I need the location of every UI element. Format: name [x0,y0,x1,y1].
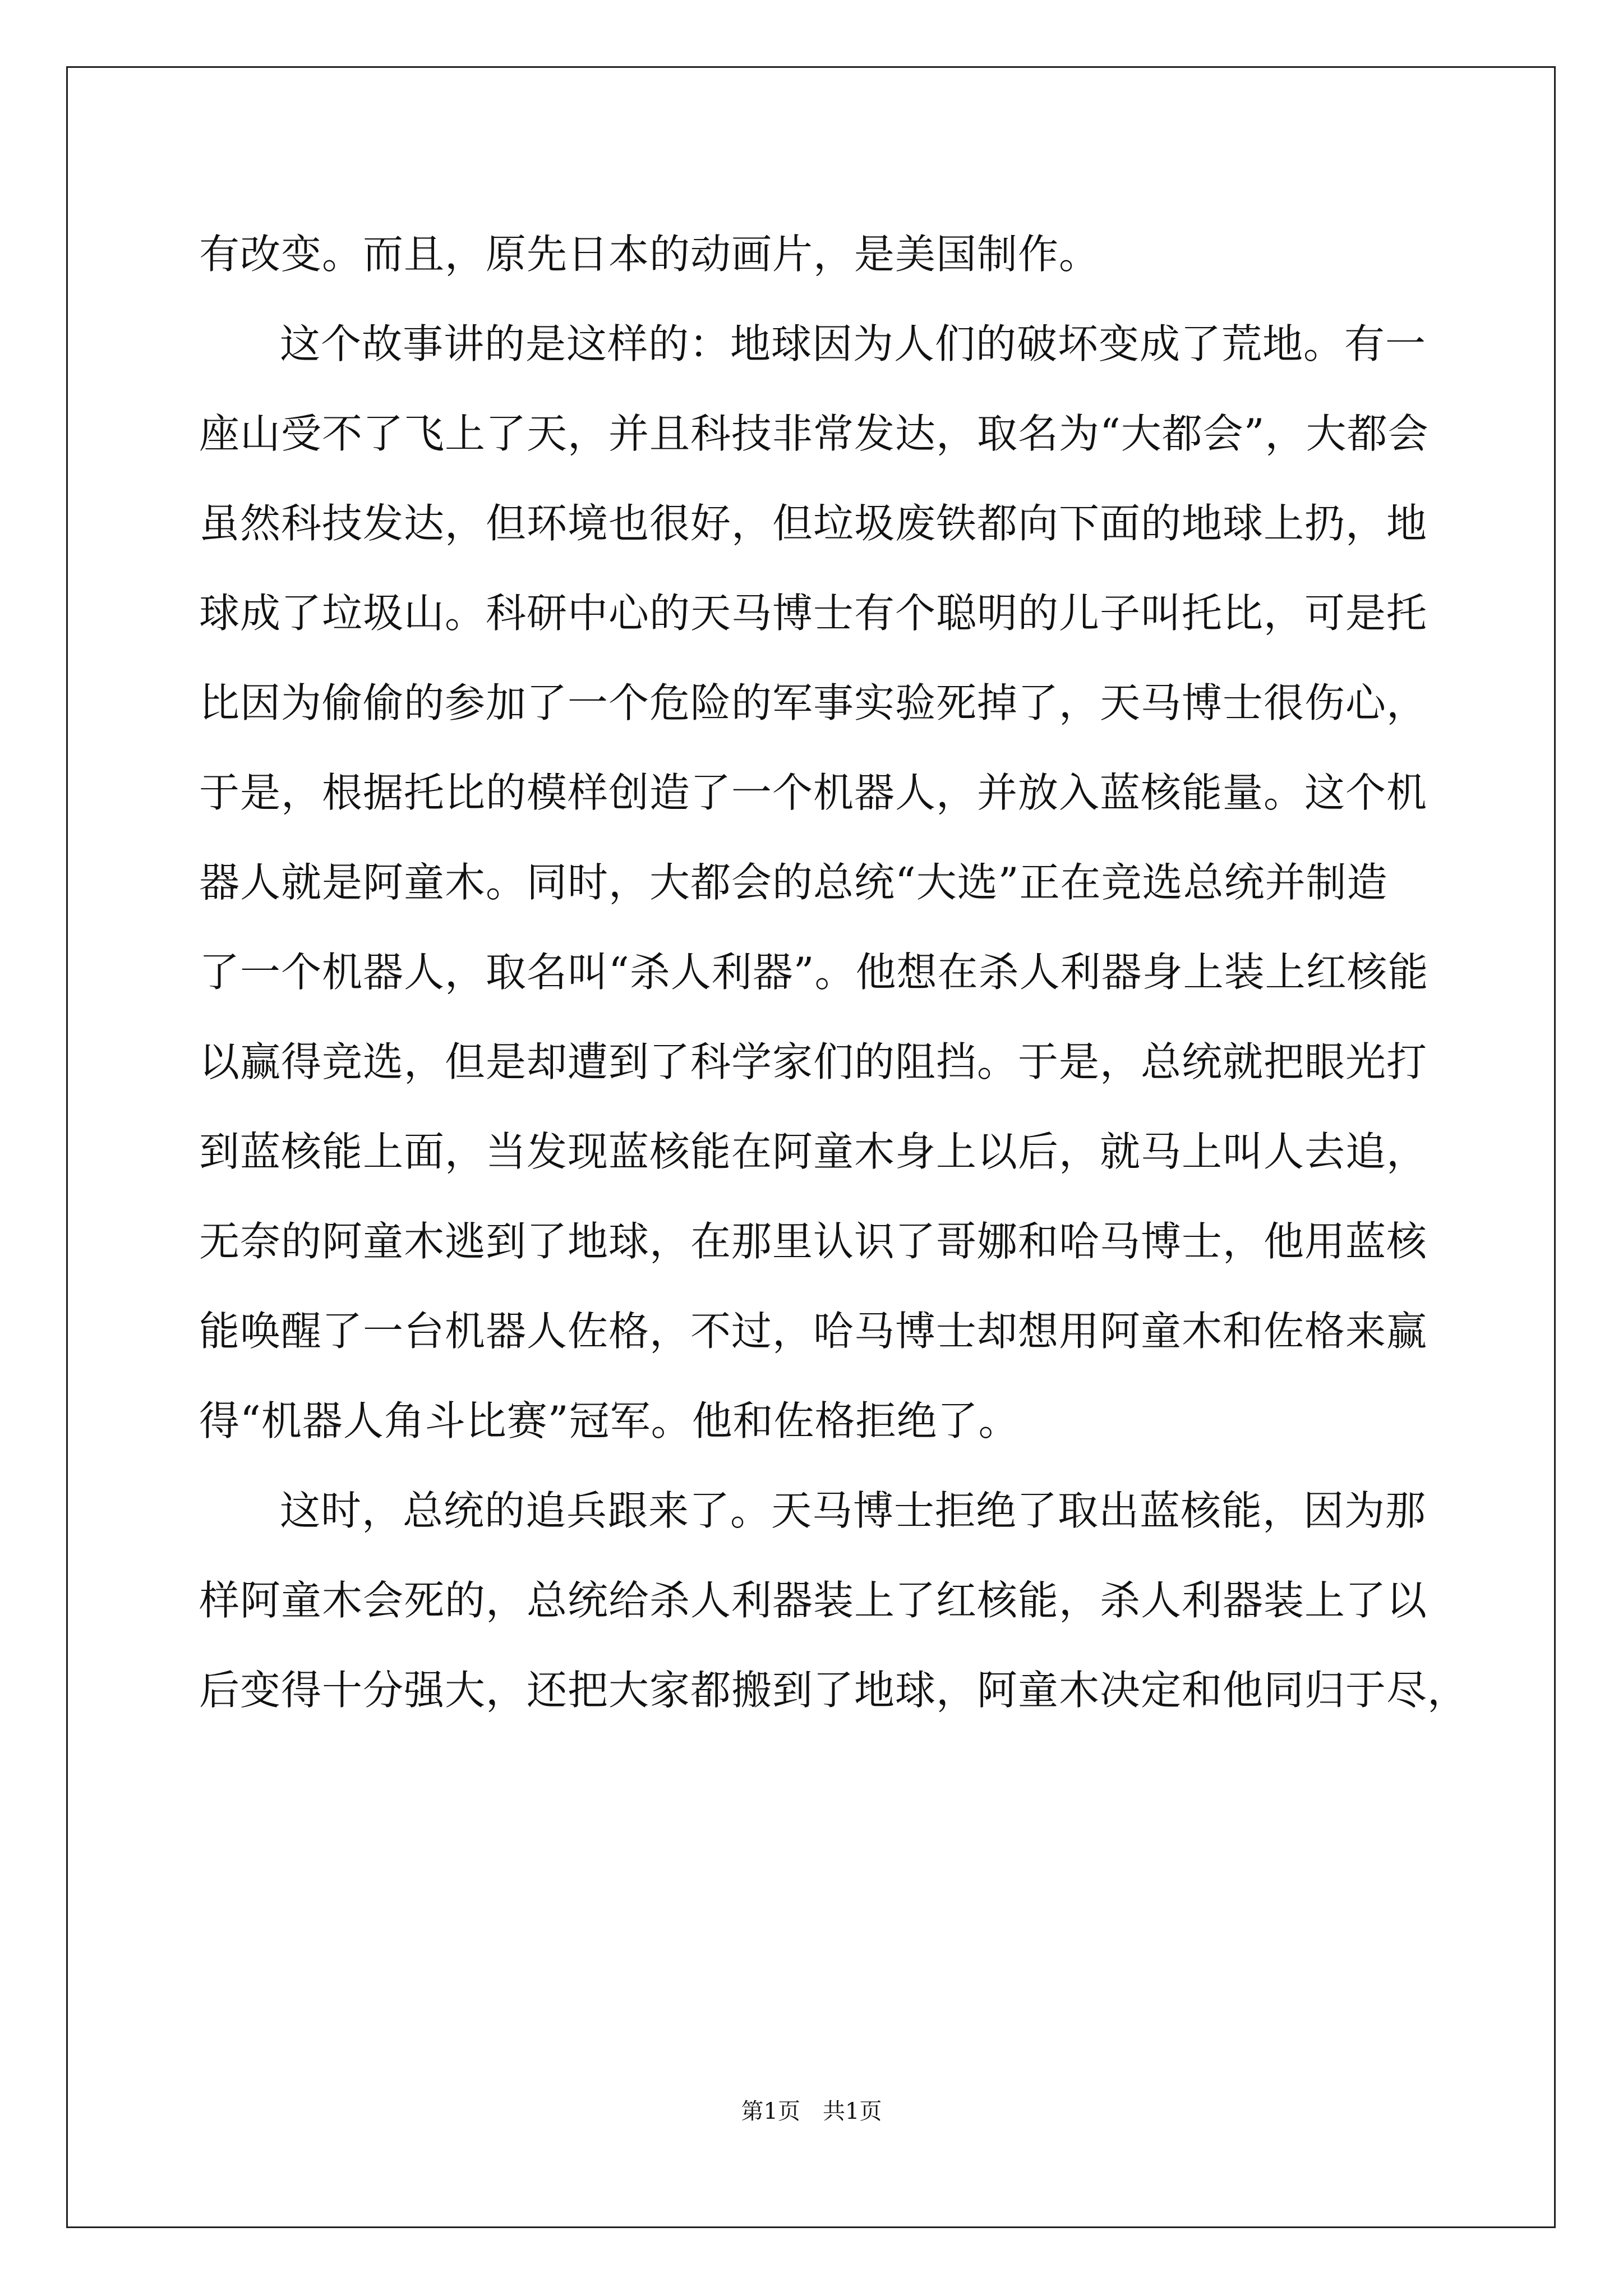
paragraph-first-line: 这个故事讲的是这样的：地球因为人们的破坏变成了荒地。有一 [280,320,1427,367]
text-line: 于是，根据托比的模样创造了一个机器人，并放入蓝核能量。这个机 [199,769,1428,816]
document-body [199,209,1469,1735]
text-line: 后变得十分强大，还把大家都搬到了地球，阿童木决定和他同归于尽， [199,1667,1469,1714]
text-line: 样阿童木会死的，总统给杀人利器装上了红核能，杀人利器装上了以 [199,1577,1428,1624]
text-line: 无奈的阿童木逃到了地球，在那里认识了哥娜和哈马博士，他用蓝核 [199,1218,1428,1265]
text-line: 到蓝核能上面，当发现蓝核能在阿童木身上以后，就马上叫人去追， [199,1128,1428,1175]
paragraph-first-line: 这时，总统的追兵跟来了。天马博士拒绝了取出蓝核能，因为那 [280,1487,1427,1534]
text-line: 以赢得竞选，但是却遭到了科学家们的阻挡。于是，总统就把眼光打 [199,1038,1428,1085]
text-line: 比因为偷偷的参加了一个危险的军事实验死掉了，天马博士很伤心， [199,679,1428,726]
page-number-footer: 第1页 共1页 [741,2099,882,2124]
text-line: 虽然科技发达，但环境也很好，但垃圾废铁都向下面的地球上扔，地 [199,500,1428,547]
text-line: 器人就是阿童木。同时，大都会的总统“大选”正在竞选总统并制造 [199,859,1388,906]
text-line: 有改变。而且，原先日本的动画片，是美国制作。 [199,231,1100,278]
text-line: 了一个机器人，取名叫“杀人利器”。他想在杀人利器身上装上红核能 [199,949,1429,996]
text-line: 座山受不了飞上了天，并且科技非常发达，取名为“大都会”，大都会 [199,410,1429,457]
text-line: 能唤醒了一台机器人佐格，不过，哈马博士却想用阿童木和佐格来赢 [199,1308,1428,1355]
text-line: 球成了垃圾山。科研中心的天马博士有个聪明的儿子叫托比，可是托 [199,590,1428,637]
text-line: 得“机器人角斗比赛”冠军。他和佐格拒绝了。 [199,1397,1020,1444]
